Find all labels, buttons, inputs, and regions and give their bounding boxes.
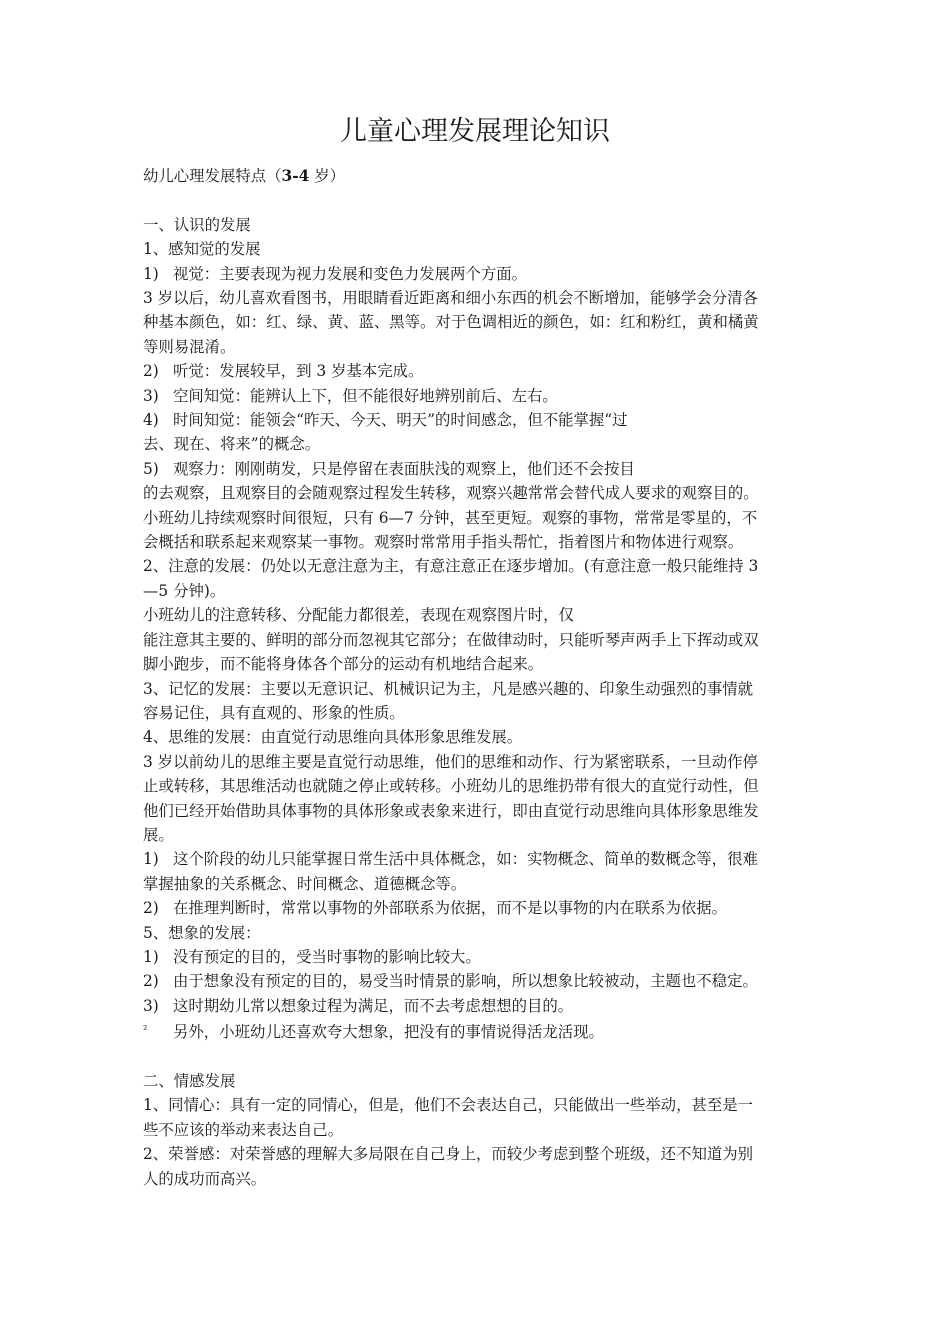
list-item-imagination-2 [143, 969, 811, 993]
paragraph-line: 止或转移，其思维活动也就随之停止或转移。小班幼儿的思维扔带有很大的直觉行动性，但 [143, 777, 759, 796]
paragraph-line: 小班幼儿持续观察时间很短，只有 6—7 分钟，甚至更短。观察的事物，常常是零星的，不 [143, 508, 758, 527]
paragraph-line: 些不应该的举动来表达自己。 [143, 1120, 344, 1139]
list-text: 没有预定的目的，受当时事物的影响比较大。 [173, 947, 481, 966]
list-item-observation [143, 457, 811, 481]
subsection-attention: 2、注意的发展：仍处以无意注意为主，有意注意正在逐步增加。(有意注意一般只能维持 3 [143, 557, 759, 576]
paragraph-line: 等则易混淆。 [143, 337, 236, 356]
paragraph-line: 掌握抽象的关系概念、时间概念、道德概念等。 [143, 874, 467, 893]
document-body [143, 164, 811, 1191]
list-text: 另外，小班幼儿还喜欢夸大想象，把没有的事情说得活龙活现。 [173, 1023, 604, 1042]
list-text: 空间知觉：能辨认上下，但不能很好地辨别前后、左右。 [173, 386, 558, 405]
subsection-memory: 3、记忆的发展：主要以无意识记、机械识记为主，凡是感兴趣的、印象生动强烈的事情就 [143, 679, 754, 698]
list-item-imagination-3 [143, 994, 811, 1018]
list-number: 3) [143, 386, 159, 405]
list-text: 由于想象没有预定的目的，易受当时情景的影响，所以想象比较被动，主题也不稳定。 [173, 972, 758, 991]
subtitle-prefix: 幼儿心理发展特点（ [143, 167, 282, 185]
list-item-vision [143, 262, 811, 286]
subsection-empathy: 1、同情心：具有一定的同情心，但是，他们不会表达自己，只能做出一些举动，甚至是一 [143, 1096, 754, 1115]
subsection-thinking: 4、思维的发展：由直觉行动思维向具体形象思维发展。 [143, 728, 523, 747]
paragraph-line: 3 岁以前幼儿的思维主要是直觉行动思维，他们的思维和动作、行为紧密联系，一旦动作停 [143, 752, 758, 771]
list-text: 视觉：主要表现为视力发展和变色力发展两个方面。 [173, 264, 527, 283]
list-item-imagination-1 [143, 945, 811, 969]
list-number: 3) [143, 996, 159, 1015]
subsection-honor: 2、荣誉感：对荣誉感的理解大多局限在自己身上，而较少考虑到整个班级，还不知道为别 [143, 1145, 754, 1164]
subtitle [143, 164, 811, 188]
subtitle-suffix: 岁） [309, 167, 346, 185]
paragraph-line: 能注意其主要的、鲜明的部分而忽视其它部分；在做律动时，只能听琴声两手上下挥动或双 [143, 630, 759, 649]
list-number: 4) [143, 411, 159, 430]
list-item-space [143, 384, 811, 408]
subsection-perception: 1、感知觉的发展 [143, 240, 261, 259]
list-number: 1) [143, 947, 159, 966]
subsection-imagination: 5、想象的发展： [143, 923, 261, 942]
paragraph-line: 人的成功而高兴。 [143, 1169, 267, 1188]
list-item-time [143, 408, 811, 432]
list-number: 5) [143, 459, 159, 478]
paragraph-line: 小班幼儿的注意转移、分配能力都很差，表现在观察图片时，仅 [143, 606, 574, 625]
list-text: 时间知觉：能领会“昨天、今天、明天”的时间感念，但不能掌握“过 [173, 411, 628, 430]
list-item-hearing [143, 359, 811, 383]
paragraph-line: 种基本颜色，如：红、绿、黄、蓝、黑等。对于色调相近的颜色，如：红和粉红，黄和橘黄 [143, 313, 759, 332]
list-text: 听觉：发展较早，到 3 岁基本完成。 [173, 362, 424, 381]
paragraph-line: 他们已经开始借助具体事物的具体形象或表象来进行，即由直觉行动思维向具体形象思维发 [143, 801, 759, 820]
list-number: 2) [143, 972, 159, 991]
list-number: 1) [143, 264, 159, 283]
list-text: 这个阶段的幼儿只能掌握日常生活中具体概念，如：实物概念、简单的数概念等，很难 [173, 850, 758, 869]
section-heading-cognition: 一、认识的发展 [143, 215, 251, 234]
paragraph-line: 展。 [143, 825, 174, 844]
paragraph-line: 3 岁以后，幼儿喜欢看图书，用眼睛看近距离和细小东西的机会不断增加，能够学会分清各 [143, 289, 758, 308]
paragraph-line: 去、现在、将来”的概念。 [143, 435, 321, 454]
list-text: 在推理判断时，常常以事物的外部联系为依据，而不是以事物的内在联系为依据。 [173, 899, 728, 918]
list-number: 1) [143, 850, 159, 869]
section-heading-emotion: 二、情感发展 [143, 1072, 236, 1090]
list-item-concept [143, 847, 811, 871]
list-text: 观察力：刚刚萌发，只是停留在表面肤浅的观察上，他们还不会按目 [173, 459, 635, 478]
list-text: 这时期幼儿常以想象过程为满足，而不去考虑想想的目的。 [173, 996, 574, 1015]
list-number: 2) [143, 899, 159, 918]
paragraph-line: —5 分钟)。 [143, 581, 226, 600]
subtitle-age: 3-4 [281, 167, 310, 185]
paragraph-line: 容易记住，具有直观的、形象的性质。 [143, 703, 405, 722]
paragraph-line: 脚小跑步，而不能将身体各个部分的运动有机地结合起来。 [143, 655, 544, 674]
list-number: 2) [143, 362, 159, 381]
document-title: 儿童心理发展理论知识 [340, 116, 610, 147]
bullet-marker: ² [143, 1023, 148, 1037]
paragraph-line: 的去观察，且观察目的会随观察过程发生转移，观察兴趣常常会替代成人要求的观察目的。 [143, 484, 759, 503]
list-item-imagination-4 [143, 1018, 811, 1044]
list-item-reasoning [143, 896, 811, 920]
paragraph-line: 会概括和联系起来观察某一事物。观察时常常用手指头帮忙，指着图片和物体进行观察。 [143, 533, 744, 552]
